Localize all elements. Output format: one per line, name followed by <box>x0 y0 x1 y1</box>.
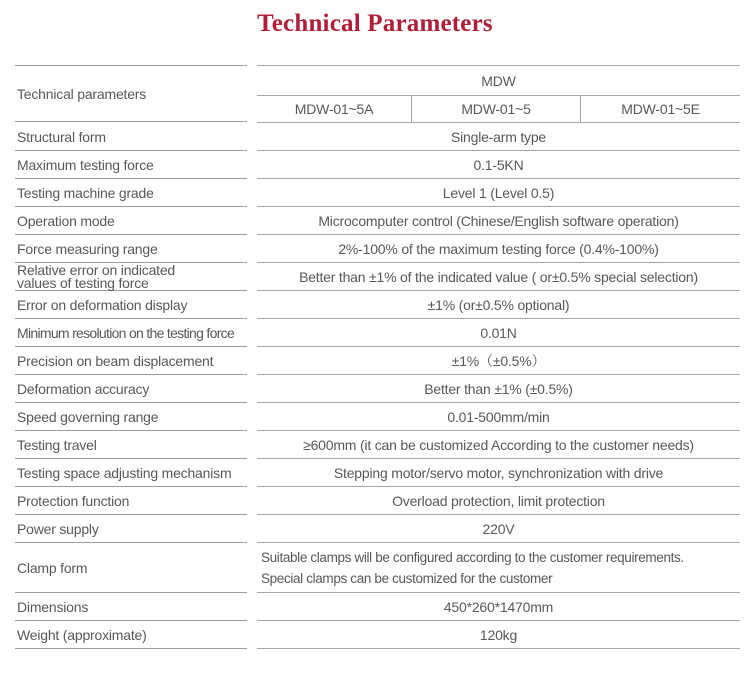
column-gap <box>247 431 257 459</box>
table-row <box>15 263 740 291</box>
model-column-header: MDW-01~5 <box>411 96 581 122</box>
column-gap <box>247 291 257 319</box>
row-value: Stepping motor/servo motor, synchronization with drive <box>257 459 740 487</box>
row-label: Maximum testing force <box>15 151 247 179</box>
table-row <box>15 179 740 207</box>
column-gap <box>247 179 257 207</box>
column-gap <box>247 593 257 621</box>
row-label: Power supply <box>15 515 247 543</box>
row-label: Protection function <box>15 487 247 515</box>
column-gap <box>247 65 257 123</box>
header-series-label: MDW <box>257 66 740 96</box>
row-label: Precision on beam displacement <box>15 347 247 375</box>
row-label: Force measuring range <box>15 235 247 263</box>
column-gap <box>247 403 257 431</box>
row-label: Testing travel <box>15 431 247 459</box>
column-gap <box>247 515 257 543</box>
page-title: Technical Parameters <box>257 10 493 37</box>
table-row <box>15 431 740 459</box>
table-row <box>15 403 740 431</box>
table-row <box>15 319 740 347</box>
table-row <box>15 375 740 403</box>
column-gap <box>247 151 257 179</box>
header-model-columns <box>257 96 740 123</box>
row-label: Minimum resolution on the testing force <box>15 319 247 347</box>
row-value: Microcomputer control (Chinese/English software operation) <box>257 207 740 235</box>
table-header-row <box>15 65 740 123</box>
row-value: Level 1 (Level 0.5) <box>257 179 740 207</box>
table-row <box>15 621 740 649</box>
row-value <box>257 543 740 593</box>
column-gap <box>247 319 257 347</box>
column-gap <box>247 263 257 291</box>
row-label: Relative error on indicated values of testing force <box>15 263 247 291</box>
table-row <box>15 235 740 263</box>
table-row <box>15 151 740 179</box>
table-row <box>15 291 740 319</box>
table-row <box>15 487 740 515</box>
row-value: 120kg <box>257 621 740 649</box>
row-value: 0.1-5KN <box>257 151 740 179</box>
row-value: ≥600mm (it can be customized According to the customer needs) <box>257 431 740 459</box>
row-label: Speed governing range <box>15 403 247 431</box>
model-column-header: MDW-01~5E <box>621 101 700 117</box>
row-value: 2%-100% of the maximum testing force (0.4%-100%) <box>257 235 740 263</box>
column-gap <box>247 621 257 649</box>
column-gap <box>247 123 257 151</box>
row-value: Better than ±1% (±0.5%) <box>257 375 740 403</box>
row-label: Deformation accuracy <box>15 375 247 403</box>
row-value: ±1%（±0.5%） <box>257 347 740 375</box>
table-row <box>15 593 740 621</box>
row-value: Better than ±1% of the indicated value ( or±0.5% special selection) <box>257 263 740 291</box>
row-value: 450*260*1470mm <box>257 593 740 621</box>
row-label: Clamp form <box>15 543 247 593</box>
column-gap <box>247 459 257 487</box>
row-value: 0.01N <box>257 319 740 347</box>
table-row <box>15 123 740 151</box>
row-value: Overload protection, limit protection <box>257 487 740 515</box>
row-value: 0.01-500mm/min <box>257 403 740 431</box>
table-row <box>15 459 740 487</box>
column-gap <box>247 235 257 263</box>
row-label: Testing machine grade <box>15 179 247 207</box>
row-value-line-2: Special clamps can be customized for the customer <box>261 570 553 586</box>
row-label: Operation mode <box>15 207 247 235</box>
table-row <box>15 347 740 375</box>
header-left-label: Technical parameters <box>15 65 247 122</box>
row-value: 220V <box>257 515 740 543</box>
model-column-header: MDW-01~5A <box>294 101 374 117</box>
row-label: Dimensions <box>15 593 247 621</box>
row-label: Testing space adjusting mechanism <box>15 459 247 487</box>
table-row <box>15 515 740 543</box>
row-value-line-1: Suitable clamps will be configured according to the customer requirements. <box>261 549 684 565</box>
column-gap <box>247 487 257 515</box>
column-gap <box>247 543 257 593</box>
header-right-group <box>257 65 740 123</box>
row-value: ±1% (or±0.5% optional) <box>257 291 740 319</box>
table-row <box>15 207 740 235</box>
column-gap <box>247 375 257 403</box>
column-gap <box>247 207 257 235</box>
row-value: Single-arm type <box>257 123 740 151</box>
row-label: Error on deformation display <box>15 291 247 319</box>
row-label: Structural form <box>15 123 247 151</box>
column-gap <box>247 347 257 375</box>
row-label: Weight (approximate) <box>15 621 247 649</box>
technical-parameters-table <box>15 65 740 649</box>
table-row <box>15 543 740 593</box>
